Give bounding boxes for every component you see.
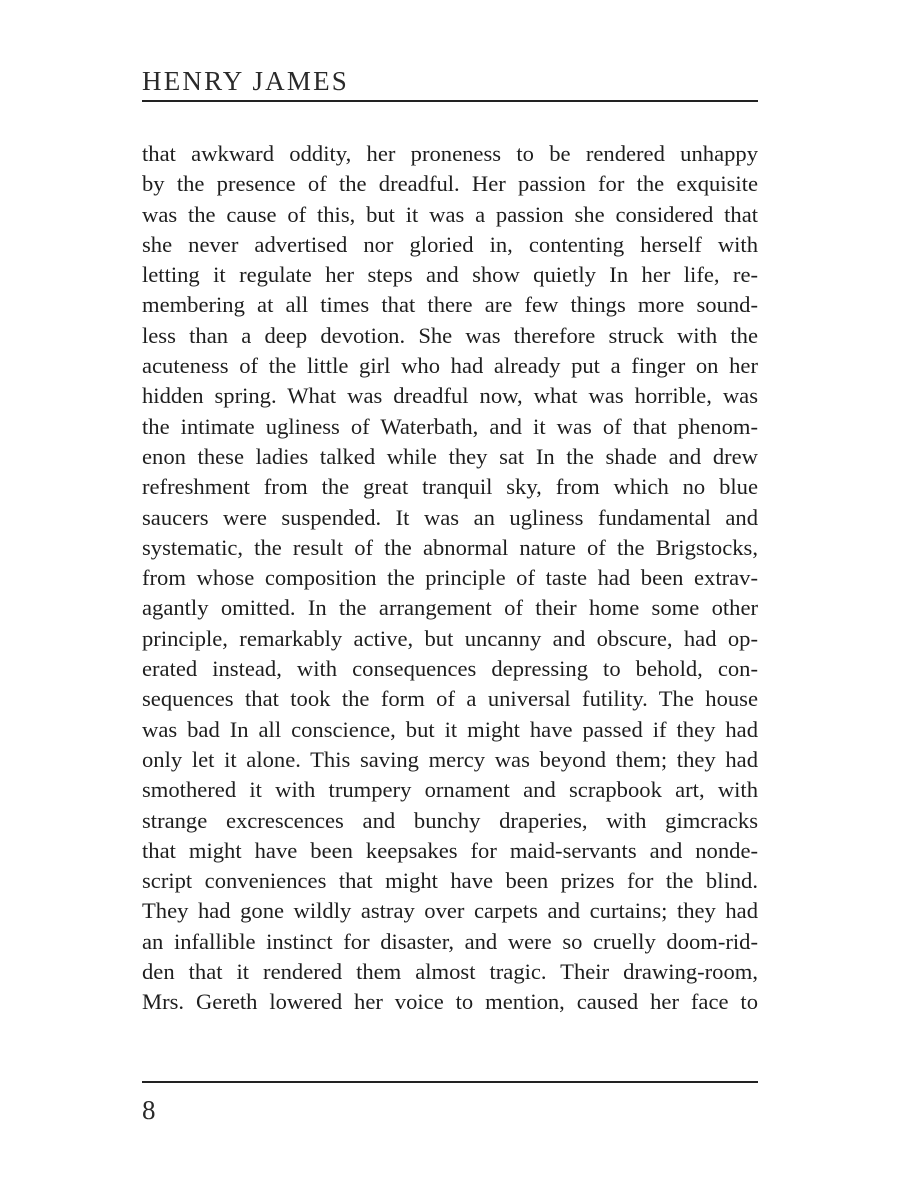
text-line: acuteness of the little girl who had already put a finger on her (142, 353, 758, 379)
text-line: an infallible instinct for disaster, and were so cruelly doom-rid- (142, 928, 758, 954)
text-line: agantly omitted. In the arrangement of their home some other (142, 595, 758, 621)
text-line: refreshment from the great tranquil sky, from which no blue (142, 474, 758, 500)
text-line: was bad In all conscience, but it might have passed if they had (142, 716, 758, 742)
text-line: enon these ladies talked while they sat In the shade and drew (142, 443, 758, 469)
text-line: systematic, the result of the abnormal nature of the Brigstocks, (142, 534, 758, 560)
text-line: saucers were suspended. It was an ugliness fundamental and (142, 504, 758, 530)
footer-rule (142, 1081, 758, 1083)
text-line: letting it regulate her steps and show quietly In her life, re- (142, 262, 758, 288)
text-line: script conveniences that might have been prizes for the blind. (142, 868, 758, 894)
text-line: that awkward oddity, her proneness to be rendered unhappy (142, 141, 758, 166)
text-line: the intimate ugliness of Waterbath, and it was of that phenom- (142, 413, 758, 439)
text-line: erated instead, with consequences depressing to behold, con- (142, 656, 758, 682)
body-text (142, 139, 758, 1018)
text-line: sequences that took the form of a universal futility. The house (142, 686, 758, 712)
text-line: less than a deep devotion. She was therefore struck with the (142, 322, 758, 348)
text-line: smothered it with trumpery ornament and scrapbook art, with (142, 777, 758, 803)
text-line: she never advertised nor gloried in, contenting herself with (142, 231, 758, 257)
text-line: by the presence of the dreadful. Her passion for the exquisite (142, 171, 758, 197)
text-line: strange excrescences and bunchy draperies, with gimcracks (142, 807, 758, 833)
header-rule (142, 100, 758, 102)
text-line: only let it alone. This saving mercy was beyond them; they had (142, 746, 758, 772)
text-line: They had gone wildly astray over carpets and curtains; they had (142, 898, 758, 924)
text-line: hidden spring. What was dreadful now, what was horrible, was (142, 383, 758, 409)
running-head: HENRY JAMES (142, 66, 349, 96)
page-number: 8 (142, 1095, 156, 1125)
text-line: that might have been keepsakes for maid-servants and nonde- (142, 837, 758, 863)
text-line: den that it rendered them almost tragic. Their drawing-room, (142, 959, 758, 985)
text-line: membering at all times that there are few things more sound- (142, 292, 758, 318)
text-line: was the cause of this, but it was a passion she considered that (142, 201, 758, 227)
text-line: principle, remarkably active, but uncanny and obscure, had op- (142, 625, 758, 651)
text-line: from whose composition the principle of taste had been extrav- (142, 565, 758, 591)
text-line: Mrs. Gereth lowered her voice to mention, caused her face to (142, 989, 758, 1015)
